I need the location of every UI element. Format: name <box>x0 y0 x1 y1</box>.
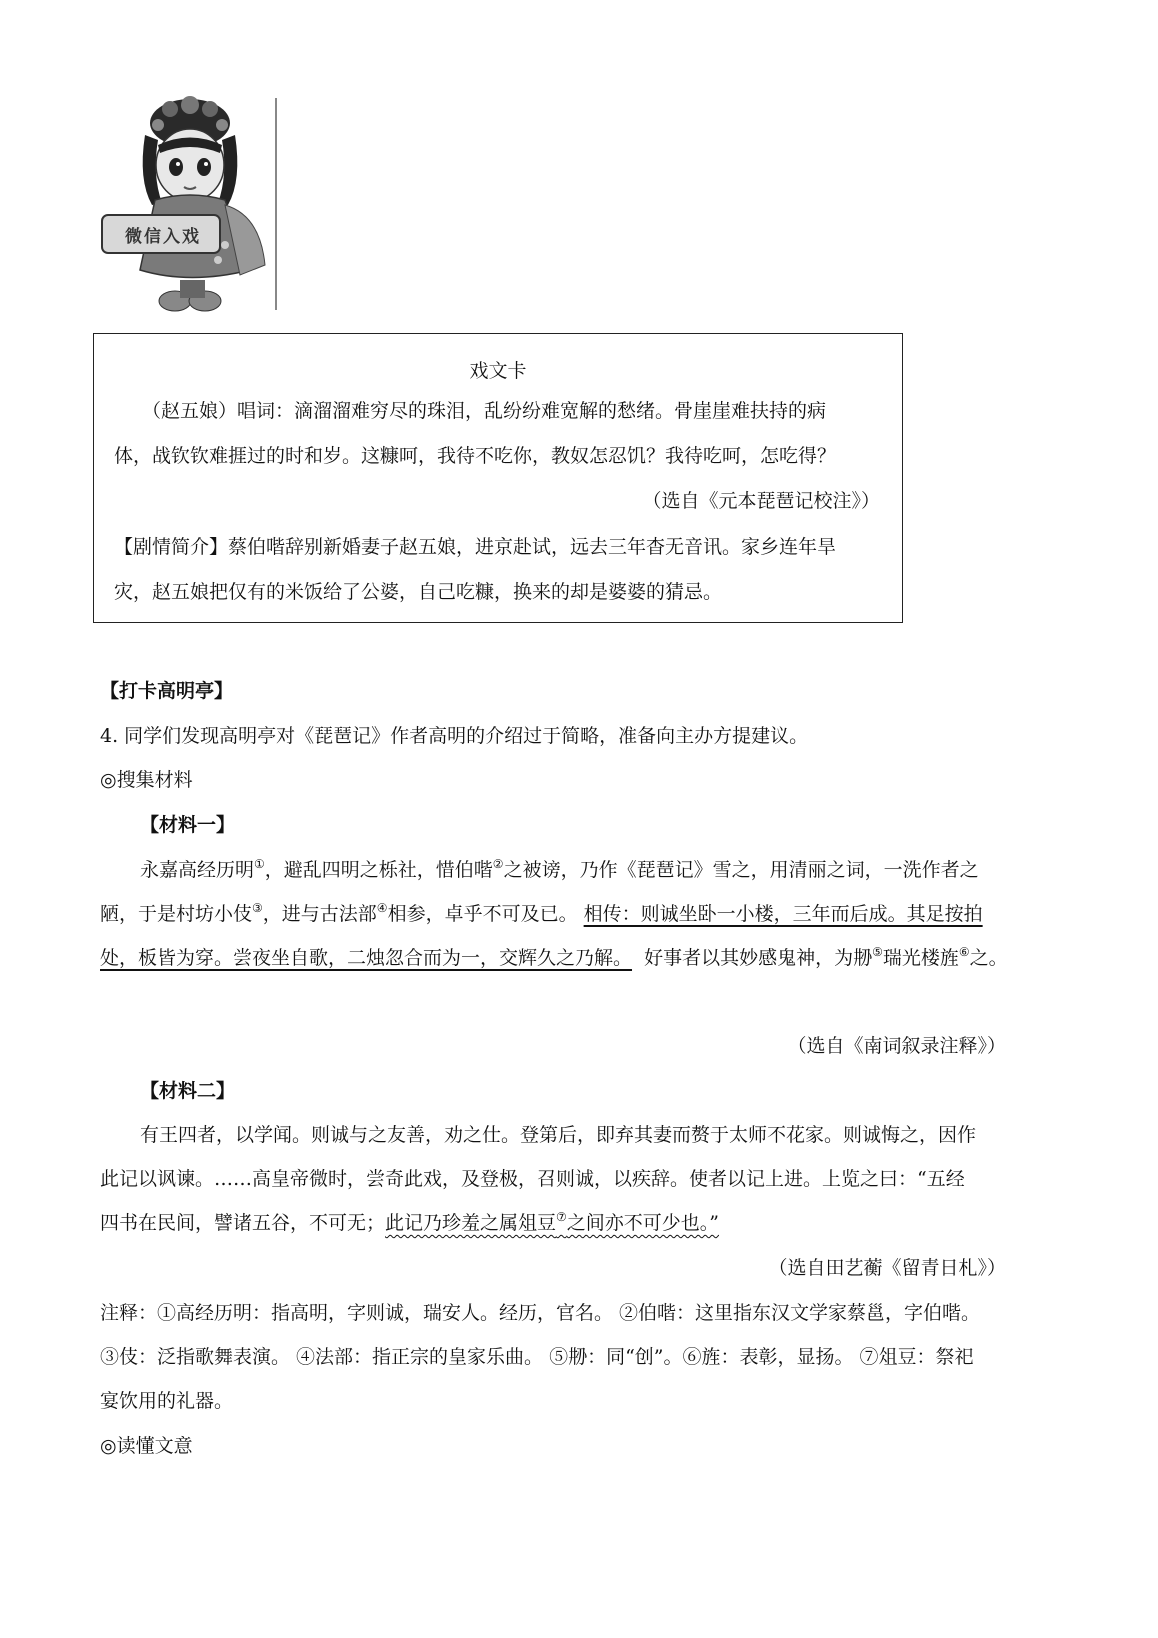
section-title: 【打卡高明亭】 <box>100 680 234 702</box>
notes-line-1: 注释：①高经历明：指高明，字则诚，瑞安人。经历，官名。 ②伯喈：这里指东汉文学家蔡邕，字伯喈。 <box>100 1302 981 1324</box>
notes-line-2: ③伎：泛指歌舞表演。 ④法部：指正宗的皇家乐曲。 ⑤刱：同“创”。⑥旌：表彰，显扬。 ⑦俎豆：祭祀 <box>100 1346 974 1368</box>
notes-line-3: 宴饮用的礼器。 <box>100 1390 234 1412</box>
card-title: 戏文卡 <box>469 360 527 382</box>
card-line-1: （赵五娘）唱词：滴溜溜难穷尽的珠泪，乱纷纷难宽解的愁绪。骨崖崖难扶持的病 <box>142 400 827 422</box>
underlined-passage-1: 相传：则诚坐卧一小楼，三年而后成。其足按拍 <box>583 903 983 925</box>
note-ref-6: ⑥ <box>958 945 970 959</box>
material1-line-1: 永嘉高经历明①，避乱四明之栎社，惜伯喈②之被谤，乃作《琵琶记》雪之，用清丽之词，一洗作者之 <box>140 857 979 881</box>
card-plot-line-1: 【剧情简介】蔡伯喈辞别新婚妻子赵五娘，进京赴试，远去三年杳无音讯。家乡连年旱 <box>114 536 837 558</box>
opera-girl-illustration <box>100 95 280 317</box>
card-source: （选自《元本琵琶记校注》） <box>642 490 880 512</box>
material1-title: 【材料一】 <box>140 814 236 836</box>
opera-card <box>93 333 903 623</box>
note-ref-3: ③ <box>252 901 263 915</box>
material1-source: （选自《南词叙录注释》） <box>787 1035 1006 1057</box>
material2-line-3: 四书在民间，譬诸五谷，不可无；此记乃珍羞之属俎豆⑦之间亦不可少也。” <box>100 1210 720 1234</box>
illustration-divider <box>275 98 277 310</box>
material1-line-3: 处，板皆为穿。尝夜坐自歌，二烛忽合而为一，交辉久之乃解。 好事者以其妙感鬼神，为刱⑤瑞光楼旌⑥之。 <box>100 945 1008 969</box>
material2-title: 【材料二】 <box>140 1080 236 1102</box>
note-ref-5: ⑤ <box>872 945 883 959</box>
card-plot-line-2: 灾，赵五娘把仅有的米饭给了公婆，自己吃糠，换来的却是婆婆的猜忌。 <box>114 581 723 603</box>
card-line-2: 体，战钦钦难捱过的时和岁。这糠呵，我待不吃你，教奴怎忍饥？我待吃呵，怎吃得？ <box>114 445 837 467</box>
material2-source: （选自田艺蘅《留青日札》） <box>768 1257 1006 1279</box>
collect-materials-title: ◎搜集材料 <box>100 769 193 791</box>
note-ref-4: ④ <box>376 901 388 915</box>
read-comprehension-title: ◎读懂文意 <box>100 1435 193 1457</box>
note-ref-1: ① <box>254 857 265 871</box>
question-text: 4. 同学们发现高明亭对《琵琶记》作者高明的介绍过于简略，准备向主办方提建议。 <box>100 725 809 747</box>
material2-line-2: 此记以讽谏。……高皇帝微时，尝奇此戏，及登极，召则诚，以疾辞。使者以记上进。上览之曰：“五经 <box>100 1168 965 1190</box>
sign-text: 微信入戏 <box>125 227 201 247</box>
material1-line-2: 陋，于是村坊小伎③，进与古法部④相参，卓乎不可及已。 相传：则诚坐卧一小楼，三年而后成。其足按拍 <box>100 901 983 925</box>
note-ref-7: ⑦ <box>556 1210 567 1224</box>
material2-line-1: 有王四者，以学闻。则诚与之友善，劝之仕。登第后，即弃其妻而赘于太师不花家。则诚悔之，因作 <box>140 1124 977 1146</box>
underlined-passage-2: 处，板皆为穿。尝夜坐自歌，二烛忽合而为一，交辉久之乃解。 <box>100 947 633 969</box>
note-ref-2: ② <box>492 857 504 871</box>
wavy-underlined-passage: 此记乃珍羞之属俎豆⑦之间亦不可少也。” <box>385 1210 720 1234</box>
